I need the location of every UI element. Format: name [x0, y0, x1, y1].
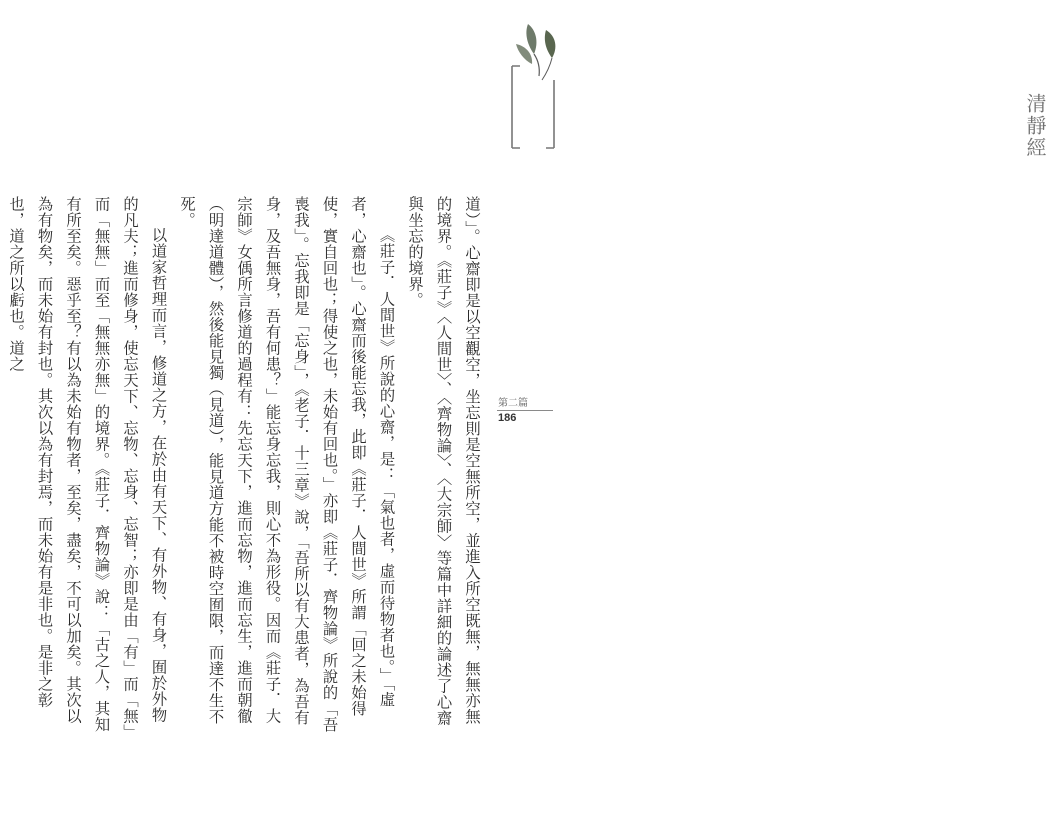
logo-title: 清靜經 — [1023, 93, 1047, 159]
margin-divider — [497, 410, 553, 411]
leaf-icon — [506, 20, 566, 150]
body-text — [7, 196, 486, 736]
paragraph-3: 以道家哲理而言，修道之方，在於由有天下、有外物、有身，囿於外物的凡夫；進而修身，使忘天下、忘物、忘身、忘智；亦即是由「有」而「無」而「無無」而至「無無亦無」的境界。《莊子．齊物論》說：「古之人，其知有所至矣。惡乎至？有以為未始有物者，至矣，盡矣，不可以加矣。其次以為有物矣，而未始有封也。其次以為有封焉，而未始有是非也。是非之彰也，道之所以虧也。道之 — [7, 196, 168, 733]
paragraph-1: 道）」。心齋即是以空觀空，坐忘則是空無所空，並進入所空既無，無無亦無的境界。《莊子》〈人間世〉、〈齊物論〉、〈大宗師〉等篇中詳細的論述了心齋與坐忘的境界。 — [406, 196, 481, 727]
chapter-label: 第二篇 — [498, 398, 528, 409]
leaf-logo — [506, 20, 1047, 159]
paragraph-2: 《莊子．人間世》所說的心齋，是：「氣也者，虛而待物者也。」「虛者，心齋也」。心齋而後能忘我，此即《莊子．人間世》所謂「回之未始得使，實自回也；得使之也，未始有回也。」亦即《莊子．齊物論》所說的「吾喪我」。忘我即是「忘身」，《老子．十三章》說，「吾所以有大患者，為吾有身，及吾無身，吾有何患？」能忘身忘我，則心不為形役。因而《莊子．大宗師》女偊所言修道的過程有：先忘天下，進而忘物，進而忘生，進而朝徹（明達道體），然後能見獨（見道），能見道方能不被時空囿限，而達不生不死。 — [178, 196, 396, 733]
page-number: 186 — [498, 412, 517, 424]
